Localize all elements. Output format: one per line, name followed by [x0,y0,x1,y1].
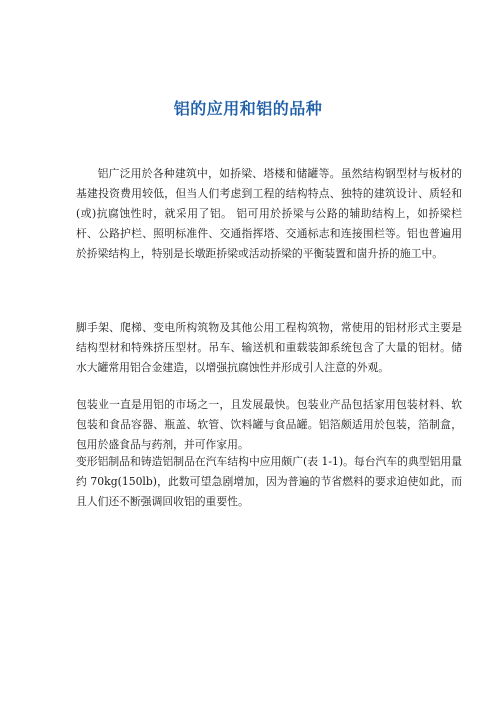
document-title: 铝的应用和铝的品种 [173,99,323,118]
paragraph-structures: 脚手架、爬梯、变电所构筑物及其他公用工程构筑物，常使用的铝材形式主要是结构型材和特殊挤压型材。吊车、输送机和重载装卸系统包含了大量的铝材。储水大罐常用铝合金建造，以增强抗腐蚀性并形成引人注意的外观。 [76,321,462,374]
paragraph-construction: 铝广泛用於各种建筑中，如挢梁、塔楼和储罐等。虽然结构钢型材与板材的基建投资费用较低，但当人们考虑到工程的结构特点、独特的建筑设计、质轻和(或)抗腐蚀性时，就采用了铝。 铝可用於挢梁与公路的辅助结构上，如挢梁栏杆、公路护栏、照明标准件、交通指挥塔、交通标志和连接围栏等。铝也普遍用於挢梁结构上，特别是长墩距挢梁或活动挢梁的平衡装置和崮升挢的施工中。 [76,167,462,260]
paragraph-automotive: 变形铝制品和铸造铝制品在汽车结构中应用颇广(表 1-1)。每台汽车的典型铝用量约 70kg(150lb)，此数可望急剧增加，因为普遍的节省燃料的要求迫使如此，而且人们还不断强调回收铝的重要性。 [76,455,462,508]
paragraph-packaging: 包装业一直是用铝的市场之一，且发展最快。包装业产品包括家用包装材料、软包装和食品容器、瓶盖、软管、饮料罐与食品罐。铝箔颇适用於包装，箔制盒，包用於盛食品与药剂，并可作家用。 [76,398,462,451]
